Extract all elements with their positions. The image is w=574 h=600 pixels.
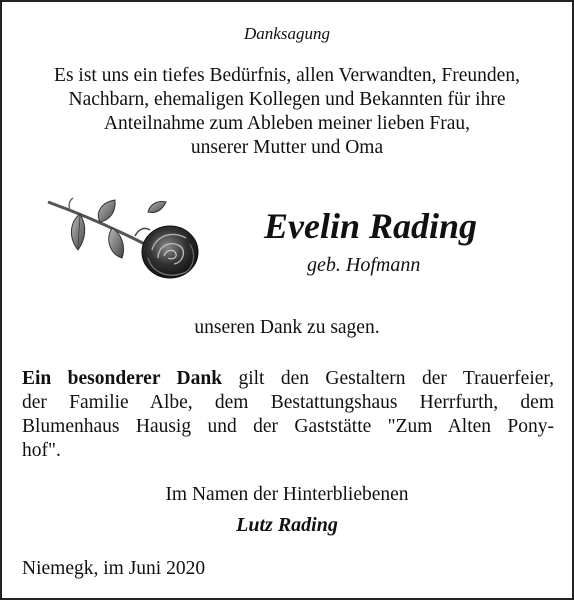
special-thanks-line <box>22 367 554 391</box>
maiden-name: geb. Hofmann <box>307 254 421 276</box>
intro-line: Nachbarn, ehemaligen Kollegen und Bekannten für ihre <box>68 89 506 110</box>
signer-name: Lutz Rading <box>236 514 338 536</box>
special-thanks <box>22 367 554 463</box>
heading: Danksagung <box>244 24 330 43</box>
special-thanks-line: hof". <box>22 440 61 461</box>
place-date: Niemegk, im Juni 2020 <box>22 558 206 579</box>
on-behalf: Im Namen der Hinterbliebenen <box>165 484 409 505</box>
intro-line: Es ist uns ein tiefes Bedürfnis, allen Verwandten, Freunden, <box>54 65 520 86</box>
special-thanks-lead: Ein besonderer Dank <box>22 368 223 389</box>
intro-line: Anteilnahme zum Ableben meiner lieben Frau, <box>103 113 471 134</box>
thanks-line: unseren Dank zu sagen. <box>194 317 380 338</box>
special-thanks-line: der Familie Albe, dem Bestattungshaus Herrfurth, dem <box>22 392 554 413</box>
special-thanks-line: Blumenhaus Hausig und der Gaststätte "Zum Alten Pony- <box>22 416 554 437</box>
special-thanks-rest: gilt den Gestaltern der Trauerfeier, <box>222 368 554 389</box>
intro-text <box>2 64 572 160</box>
rose-icon <box>40 192 210 297</box>
intro-line: unserer Mutter und Oma <box>190 137 384 158</box>
deceased-name: Evelin Rading <box>264 206 478 246</box>
